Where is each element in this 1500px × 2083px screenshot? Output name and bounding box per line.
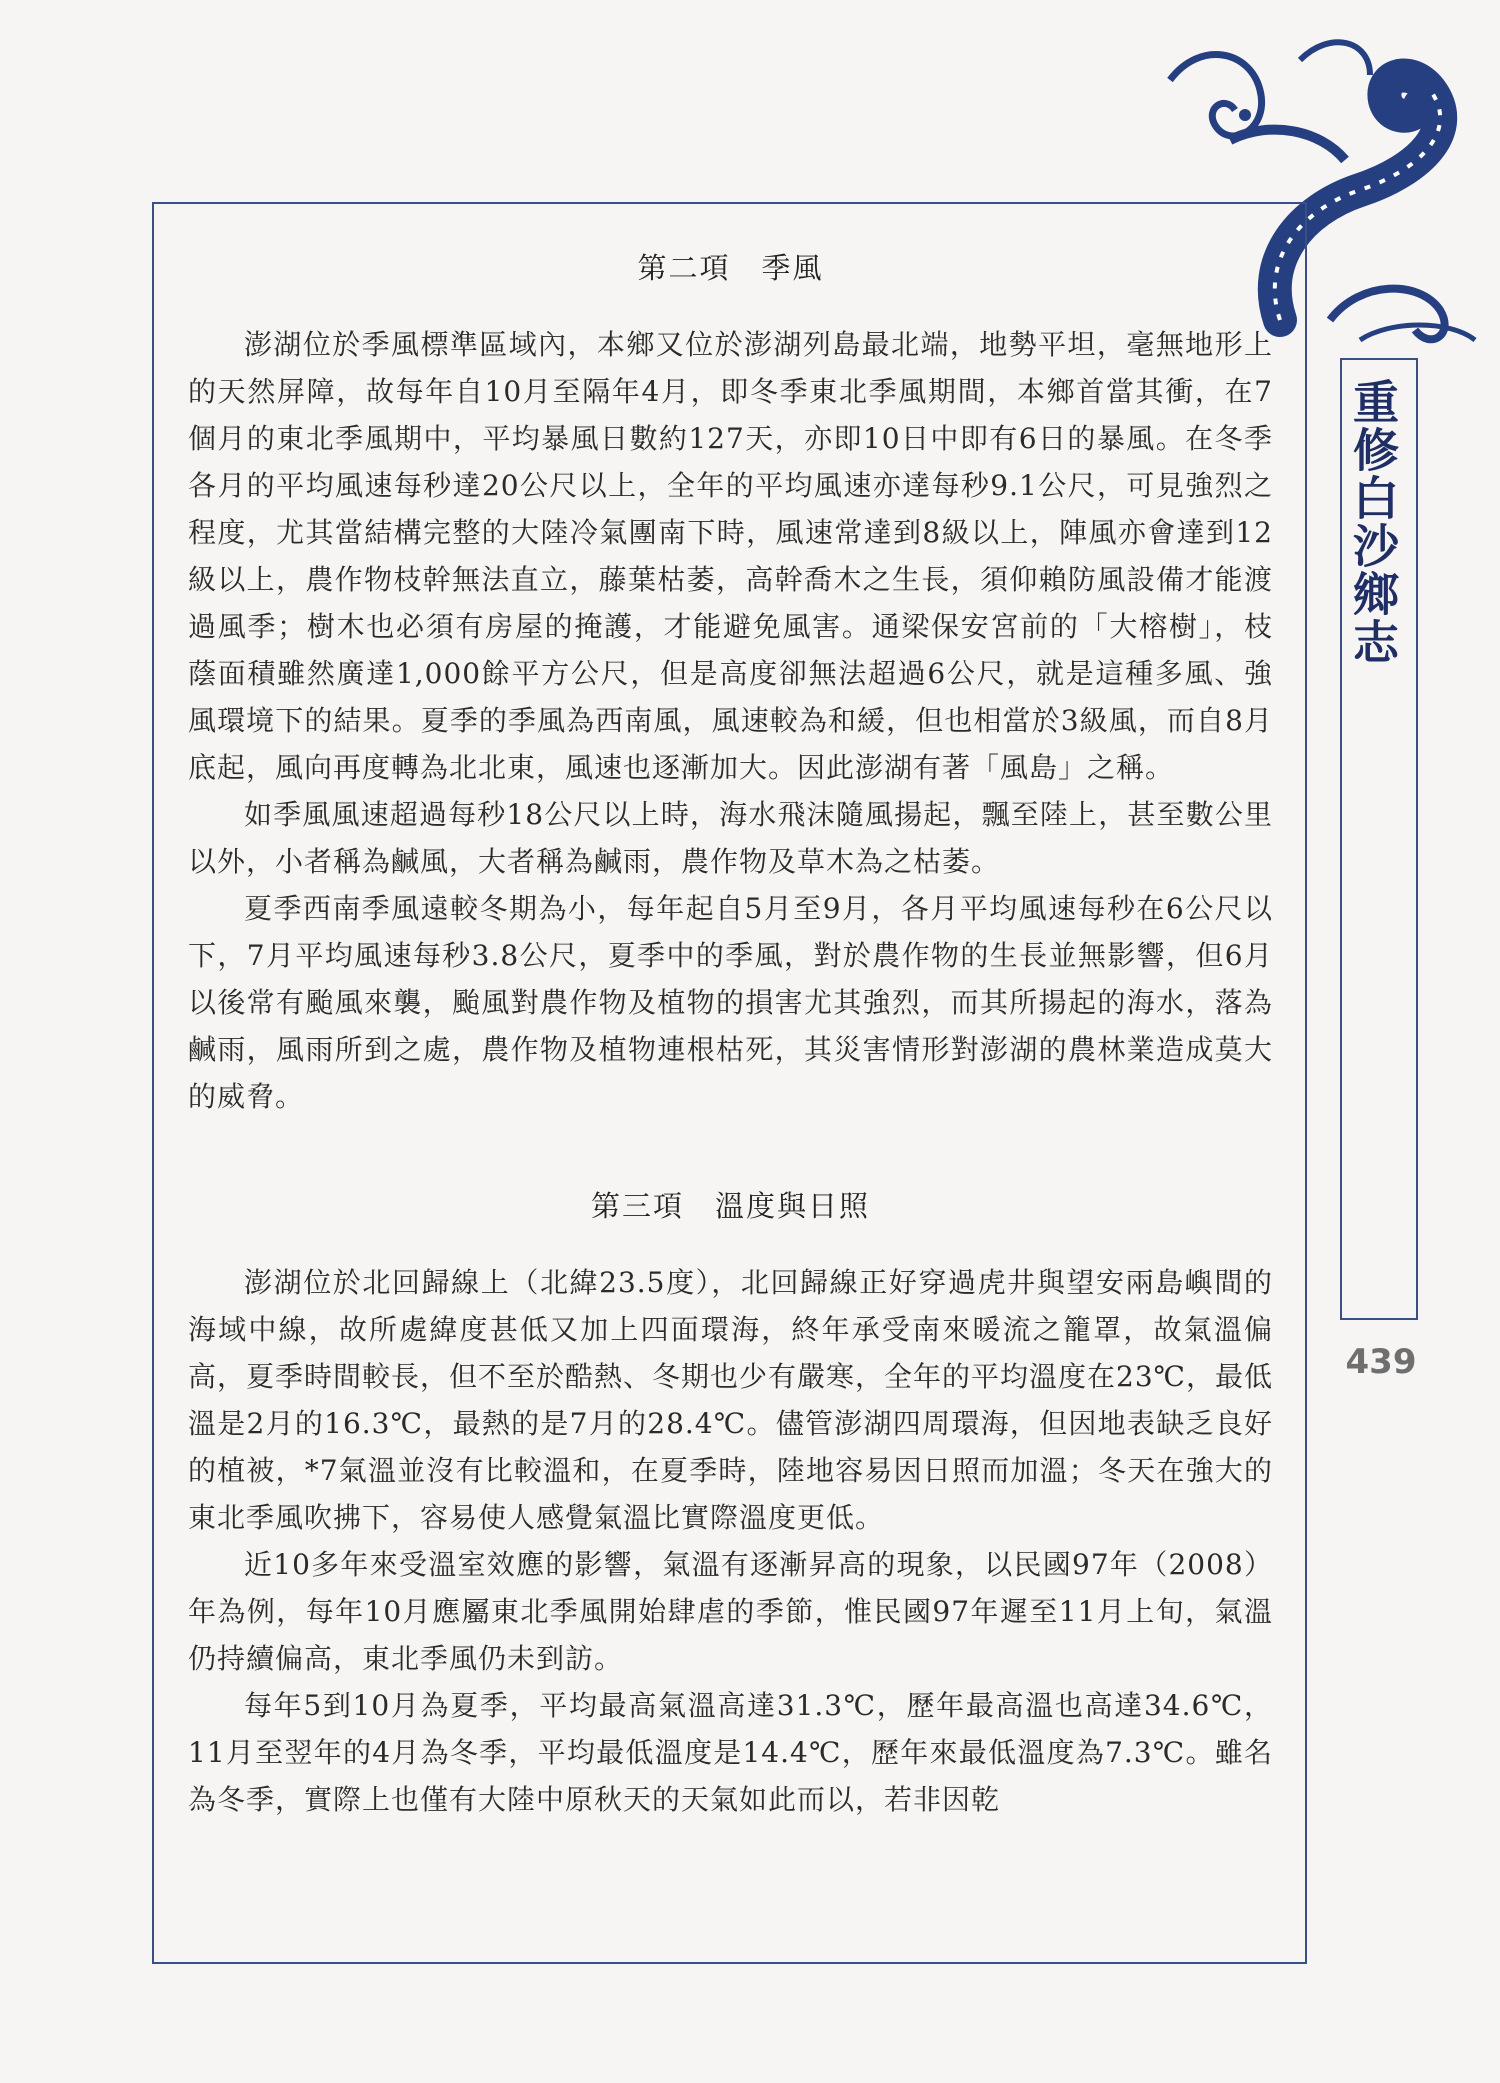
section2-paragraph: 澎湖位於季風標準區域內，本鄉又位於澎湖列島最北端，地勢平坦，毫無地形上的天然屏障，故每年自10月至隔年4月，即冬季東北季風期間，本鄉首當其衝，在7個月的東北季風期中，平均暴風日數約127天，亦即10日中即有6日的暴風。在冬季各月的平均風速每秒達20公尺以上，全年的平均風速亦達每秒9.1公尺，可見強烈之程度，尤其當結構完整的大陸冷氣團南下時，風速常達到8級以上，陣風亦會達到12級以上，農作物枝幹無法直立，藤葉枯萎，高幹喬木之生長，須仰賴防風設備才能渡過風季；樹木也必須有房屋的掩護，才能避免風害。通梁保安宮前的「大榕樹」，枝蔭面積雖然廣達1,000餘平方公尺，但是高度卻無法超過6公尺，就是這種多風、強風環境下的結果。夏季的季風為西南風，風速較為和緩，但也相當於3級風，而自8月底起，風向再度轉為北北東，風速也逐漸加大。因此澎湖有著「風島」之稱。 xyxy=(188,328,1273,784)
section3-paragraph: 每年5到10月為夏季，平均最高氣溫高達31.3℃，歷年最高溫也高達34.6℃，11月至翌年的4月為冬季，平均最低溫度是14.4℃，歷年來最低溫度為7.3℃。雖名為冬季，實際上也僅有大陸中原秋天的天氣如此而以，若非因乾 xyxy=(188,1689,1273,1816)
section3-paragraph: 澎湖位於北回歸線上（北緯23.5度），北回歸線正好穿過虎井與望安兩島嶼間的海域中線，故所處緯度甚低又加上四面環海，終年承受南來暖流之籠罩，故氣溫偏高，夏季時間較長，但不至於酷熱、冬期也少有嚴寒，全年的平均溫度在23℃，最低溫是2月的16.3℃，最熱的是7月的28.4℃。儘管澎湖四周環海，但因地表缺乏良好的植被，*7氣溫並沒有比較溫和，在夏季時，陸地容易因日照而加溫；冬天在強大的東北季風吹拂下，容易使人感覺氣溫比實際溫度更低。 xyxy=(188,1266,1273,1534)
section3-paragraph: 近10多年來受溫室效應的影響，氣溫有逐漸昇高的現象，以民國97年（2008）年為例，每年10月應屬東北季風開始肆虐的季節，惟民國97年遲至11月上旬，氣溫仍持續偏高，東北季風仍未到訪。 xyxy=(188,1548,1273,1675)
section2-heading: 第二項 季風 xyxy=(637,251,824,285)
section2-paragraph: 夏季西南季風遠較冬期為小，每年起自5月至9月，各月平均風速每秒在6公尺以下，7月平均風速每秒3.8公尺，夏季中的季風，對於農作物的生長並無影響，但6月以後常有颱風來襲，颱風對農作物及植物的損害尤其強烈，而其所揚起的海水，落為鹹雨，風雨所到之處，農作物及植物連根枯死，其災害情形對澎湖的農林業造成莫大的威脅。 xyxy=(188,892,1273,1113)
page-number: 439 xyxy=(1345,1342,1417,1382)
section2-paragraph: 如季風風速超過每秒18公尺以上時，海水飛沫隨風揚起，飄至陸上，甚至數公里以外，小者稱為鹹風，大者稱為鹹雨，農作物及草木為之枯萎。 xyxy=(188,798,1273,878)
main-text xyxy=(188,230,1273,1823)
section3-heading: 第三項 溫度與日照 xyxy=(590,1189,870,1223)
book-title: 重修白沙鄉志 xyxy=(1346,378,1400,666)
